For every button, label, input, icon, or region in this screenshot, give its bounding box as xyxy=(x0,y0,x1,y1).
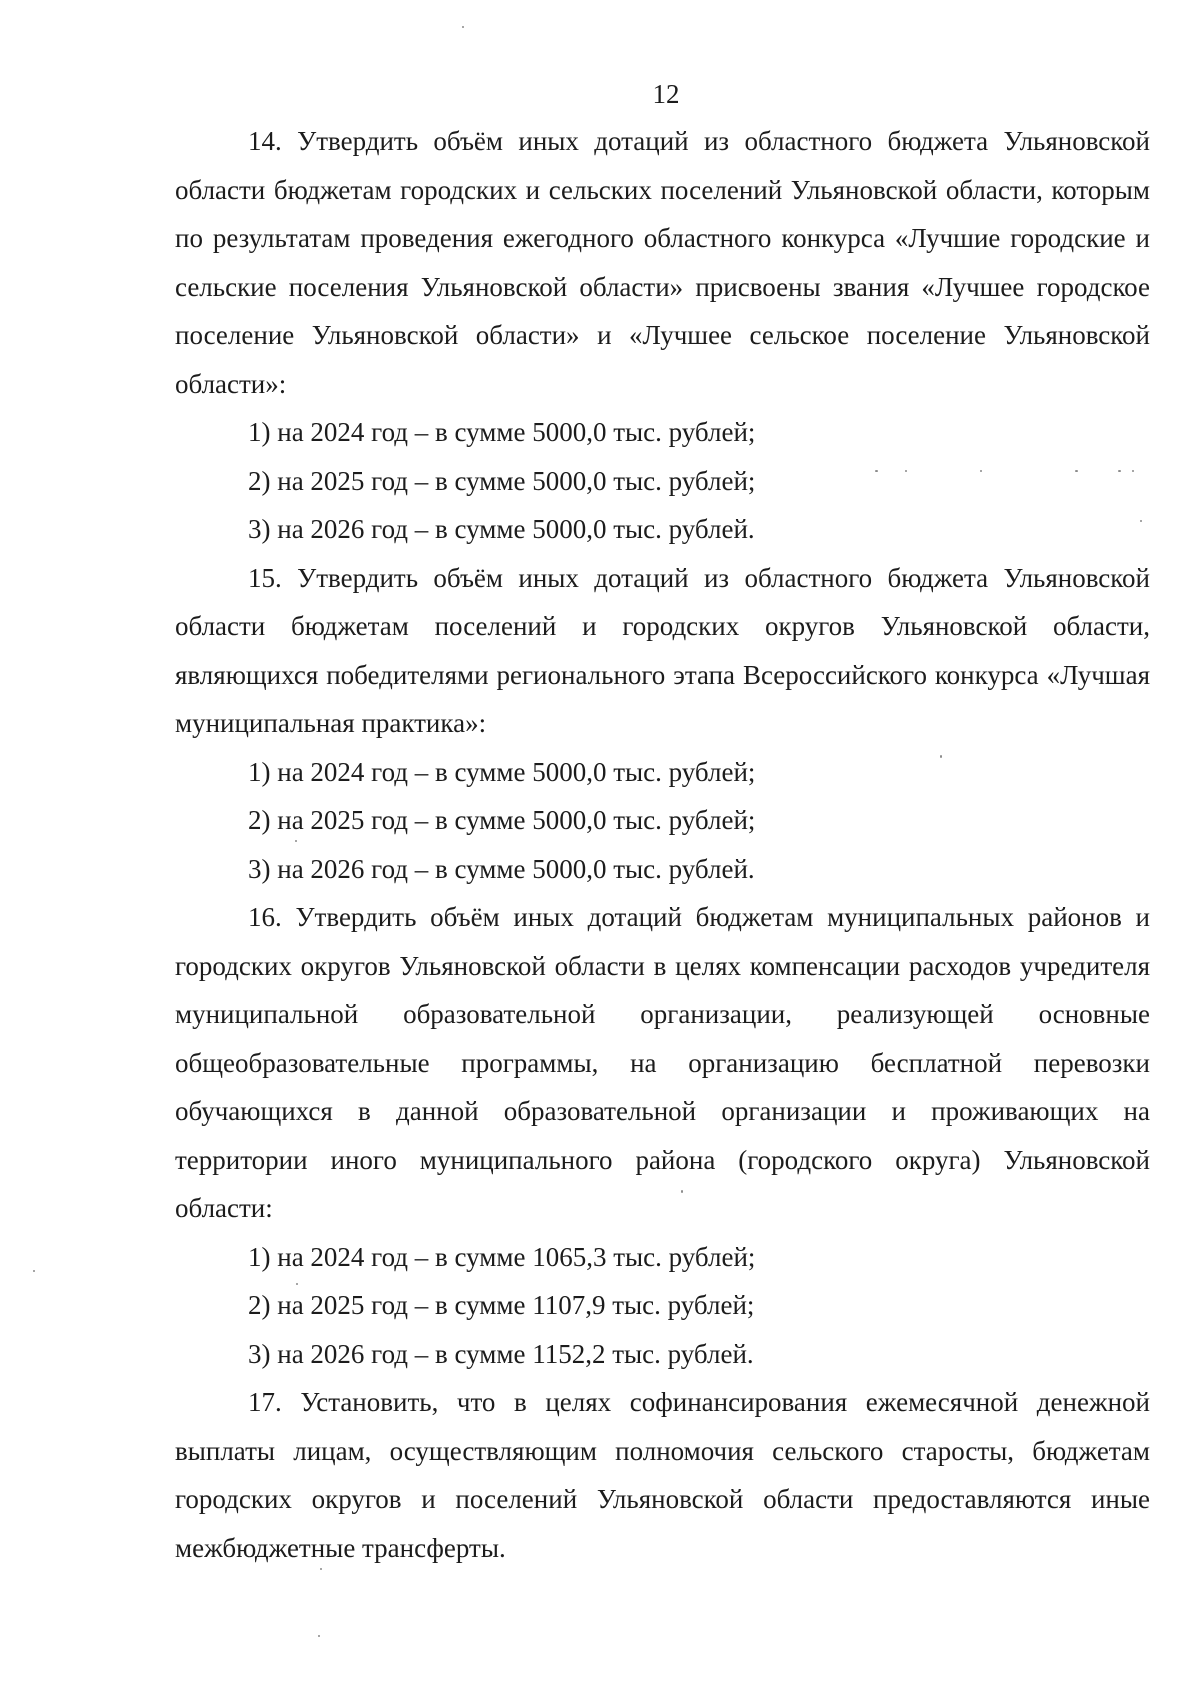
paragraph-16: 16. Утвердить объём иных дотаций бюджетам муниципальных районов и городских округов Ульяновской области в целях компенсации расходов учредителя муниципальной образовательной организации, реализующей основные общеобразовательные программы, на организацию бесплатной перевозки обучающихся в данной образовательной организации и проживающих на территории иного муниципального района (городского округа) Ульяновской области: xyxy=(175,902,1150,1223)
scan-speck xyxy=(681,1190,683,1193)
section-17 xyxy=(175,1378,1150,1572)
scan-speck xyxy=(33,1270,35,1272)
paragraph-15: 15. Утвердить объём иных дотаций из областного бюджета Ульяновской области бюджетам поселений и городских округов Ульяновской области, являющихся победителями регионального этапа Всероссийского конкурса «Лучшая муниципальная практика»: xyxy=(175,562,1150,738)
paragraph-17: 17. Установить, что в целях софинансирования ежемесячной денежной выплаты лицам, осуществляющим полномочия сельского старосты, бюджетам городских округов и поселений Ульяновской области предоставляются иные межбюджетные трансферты. xyxy=(175,1387,1150,1563)
scan-speck xyxy=(940,755,942,758)
scan-speck xyxy=(296,1283,298,1285)
list-item: 1) на 2024 год – в сумме 1065,3 тыс. рублей; xyxy=(248,1241,756,1272)
page-number: 12 xyxy=(652,79,680,109)
list-item: 3) на 2026 год – в сумме 1152,2 тыс. рублей. xyxy=(248,1338,754,1369)
document-body xyxy=(175,117,1150,1572)
section-16 xyxy=(175,893,1150,1378)
list-item: 2) на 2025 год – в сумме 1107,9 тыс. рублей; xyxy=(248,1290,755,1320)
section-15 xyxy=(175,554,1150,894)
scan-speck xyxy=(1075,470,1078,472)
scan-speck xyxy=(980,470,982,472)
scan-speck xyxy=(318,1635,320,1637)
section-14 xyxy=(175,117,1150,554)
scan-speck xyxy=(1118,470,1121,472)
scan-speck xyxy=(905,470,907,472)
scan-speck xyxy=(875,470,878,472)
scan-speck xyxy=(1132,470,1134,472)
list-item: 3) на 2026 год – в сумме 5000,0 тыс. рублей. xyxy=(248,514,755,544)
list-item: 1) на 2024 год – в сумме 5000,0 тыс. рублей; xyxy=(248,417,756,447)
list-item: 1) на 2024 год – в сумме 5000,0 тыс. рублей; xyxy=(248,756,756,787)
list-item: 3) на 2026 год – в сумме 5000,0 тыс. рублей. xyxy=(248,853,755,884)
scan-speck xyxy=(295,840,297,842)
scan-speck xyxy=(320,1568,322,1570)
list-item: 2) на 2025 год – в сумме 5000,0 тыс. рублей; xyxy=(248,805,756,835)
scan-speck xyxy=(462,26,464,28)
scan-speck xyxy=(1140,520,1142,522)
paragraph-14: 14. Утвердить объём иных дотаций из областного бюджета Ульяновской области бюджетам городских и сельских поселений Ульяновской области, которым по результатам проведения ежегодного областного конкурса «Лучшие городские и сельские поселения Ульяновской области» присвоены звания «Лучшее городское поселение Ульяновской области» и «Лучшее сельское поселение Ульяновской области»: xyxy=(175,126,1150,399)
list-item: 2) на 2025 год – в сумме 5000,0 тыс. рублей; xyxy=(248,465,756,496)
